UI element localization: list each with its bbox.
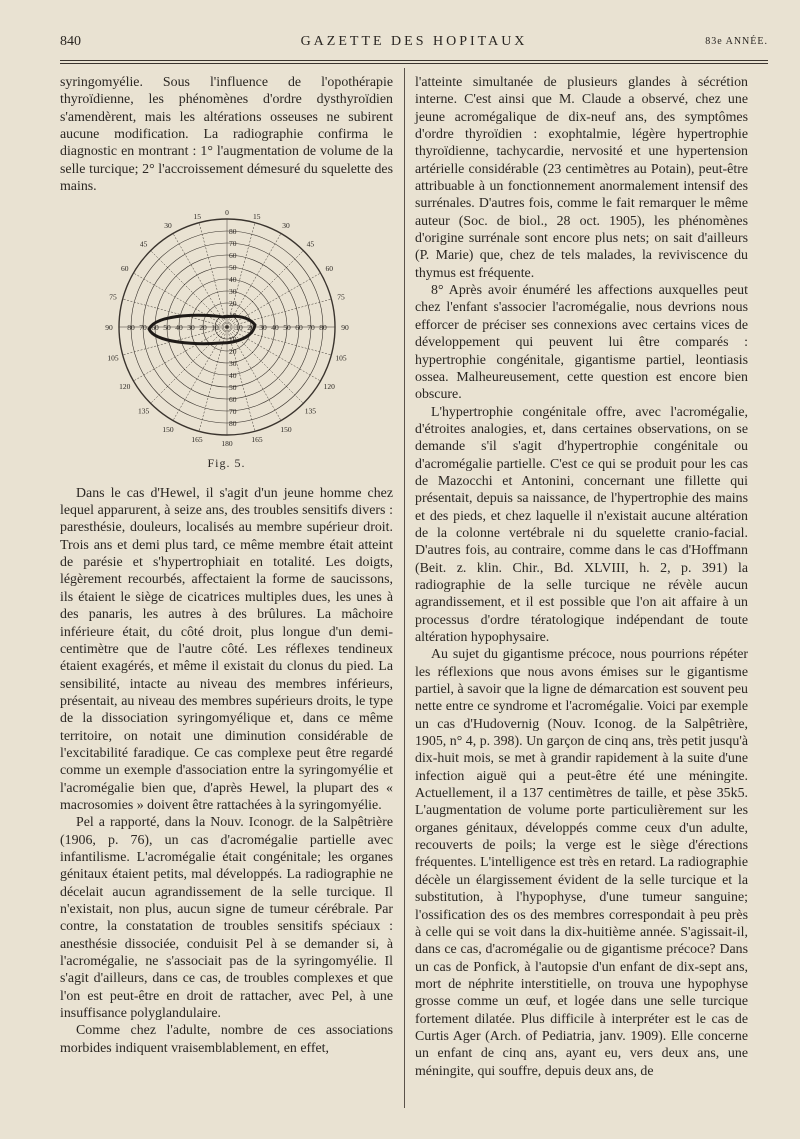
angle-label: 150 bbox=[161, 425, 174, 435]
angle-label: 60 bbox=[120, 264, 129, 274]
angle-label: 0 bbox=[224, 208, 229, 218]
journal-title: GAZETTE DES HOPITAUX bbox=[300, 34, 528, 49]
scale-label: 40 bbox=[228, 371, 236, 381]
angle-label: 90 bbox=[340, 323, 349, 333]
paragraph: Au sujet du gigantisme précoce, nous pourrions répéter les réflexions que nous avons émises sur le gigantisme partiel, à savoir que la ligne de démarcation est souvent peu nette entre ce syndrome et l'acromégalie. Voici par exemple un cas d'Hudovernig (Nouv. Iconog. de la Salpêtrière, 1905, n° 4, p. 398). Un garçon de cinq ans, très petit jusqu'à dix-huit mois, se met à grandir rapidement à la suite d'une infection aiguë qui a peut-être été une méningite. Actuellement, il a 137 centimètres de taille, et pèse 35k5. L'augmentation de volume porte particulièrement sur les organes génitaux, développés comme ceux d'un adulte, recouverts de poils; la verge est le siège d'érections fréquentes. L'intelligence est très en retard. La radiographie décèle un élargissement évident de la selle turcique et la substitution, à l'hypophyse, d'une tumeur sanguine; l'ossification des os des membres correspondait à peu près à celle qui se voit dans la dix-huitième année. S'agissait-il, dans ce cas, d'acromégalie ou de gigantisme précoce? Dans un cas de Ponfick, à l'autopsie d'un enfant de dix-sept ans, mort de néphrite interstitielle, on trouva une hypophyse grosse comme un œuf, et logée dans une selle turcique fortement dilatée. Plus difficile à interpréter est le cas de Curtis Ager (Arch. of Pediatria, janv. 1909). Elle concerne un enfant de cinq ans, ayant eu, vers deux ans, une méningite, qui souffre, depuis deux ans, de bbox=[415, 647, 748, 1079]
radial-line bbox=[227, 327, 303, 403]
volume-year: 83e ANNÉE. bbox=[705, 36, 768, 47]
paragraph: Comme chez l'adulte, nombre de ces associations morbides indiquent vraisemblablement, en effet, bbox=[60, 1023, 393, 1056]
angle-label: 90 bbox=[104, 323, 113, 333]
scale-label: 20 bbox=[198, 323, 207, 333]
scale-label: 60 bbox=[294, 323, 303, 333]
scale-label: 80 bbox=[228, 419, 236, 429]
header-rule-double bbox=[60, 63, 768, 64]
scale-label: 40 bbox=[174, 323, 183, 333]
angle-label: 15 bbox=[252, 212, 261, 222]
scale-label: 50 bbox=[228, 263, 236, 273]
angle-label: 150 bbox=[279, 425, 292, 435]
paragraph: Dans le cas d'Hewel, il s'agit d'un jeune homme chez lequel apparurent, à seize ans, des troubles sensitifs divers : paresthésie, douleurs, localisés au membre supérieur droit. Trois ans et demi plus tard, ce même membre était atteint de parésie et s'hypertrophiait en totalité. Les doigts, légèrement recourbés, affectaient la forme de saucissons, ils étaient le siège de cicatrices multiples dues, les unes à des panaris, les autres à des brûlures. La mâchoire inférieure était, du côté droit, plus longue d'un demi-centimètre que de l'autre côté. Les réflexes tendineux étaient exagérés, et même il existait du clonus du pied. La sensibilité, intacte au niveau des membres inférieurs, présentait, au niveau des membres supérieurs droits, le type de la dissociation syringomyélique et, dans ce même territoire, on notait une diminution considérable de l'excitabilité faradique. Ce cas complexe peut être regardé comme un exemple d'association entre la syringomyélie et l'acromégalie bien que, d'après Hewel, la plupart des « macrosomies » doivent être rattachées à la syringomyélie. bbox=[60, 485, 393, 813]
page-number: 840 bbox=[60, 34, 81, 49]
radial-line bbox=[199, 223, 227, 327]
angle-label: 75 bbox=[336, 292, 345, 302]
scale-label: 60 bbox=[228, 251, 236, 261]
page-header bbox=[60, 34, 768, 54]
angle-label: 135 bbox=[304, 406, 316, 416]
angle-label: 105 bbox=[106, 353, 119, 363]
scale-label: 60 bbox=[228, 395, 236, 405]
angle-label: 45 bbox=[306, 240, 314, 250]
scale-label: 10 bbox=[210, 323, 219, 333]
angle-label: 30 bbox=[281, 221, 290, 231]
scale-label: 10 bbox=[228, 335, 236, 345]
paragraph: l'atteinte simultanée de plusieurs glandes à sécrétion interne. C'est ainsi que M. Claude a observé, chez une jeune acromégalique de dix-neuf ans, des symptômes d'ordre thyroïdien : exophtalmie, légère hypertrophie thyroïdienne, tachycardie, nervosité et une hypertension artérielle considérable (23 centimètres au Potain), peut-être attribuable à un fonctionnement anormalement intensif des surrénales. D'autres fois, comme le fait remarquer le même auteur (Soc. de biol., 28 oct. 1905), les phénomènes d'origine surrénale sont encore plus nets; on sait d'ailleurs (P. Marie) que, chez de tels malades, la reviviscence du thymus est fréquente. bbox=[415, 75, 748, 281]
angle-label: 45 bbox=[139, 240, 147, 250]
scale-label: 80 bbox=[318, 323, 327, 333]
angle-label: 60 bbox=[324, 264, 333, 274]
scale-label: 50 bbox=[162, 323, 171, 333]
right-column bbox=[415, 74, 748, 1080]
perimetry-figure bbox=[60, 202, 393, 472]
angle-label: 135 bbox=[137, 406, 149, 416]
scale-label: 30 bbox=[228, 359, 236, 369]
scale-label: 80 bbox=[228, 227, 236, 237]
angle-label: 165 bbox=[190, 435, 203, 445]
scale-label: 60 bbox=[150, 323, 159, 333]
angle-label: 120 bbox=[118, 382, 130, 392]
scale-label: 40 bbox=[228, 275, 236, 285]
paragraph: syringomyélie. Sous l'influence de l'opothérapie thyroïdienne, les phénomènes d'ordre dysthyroïdien s'amendèrent, mais les altérations osseuses ne subirent aucune modification. La radiographie confirma le diagnostic en montrant : 1° l'augmentation de volume de la selle turcique; 2° l'accroissement démesuré du squelette des mains. bbox=[60, 75, 393, 195]
angle-label: 15 bbox=[192, 212, 201, 222]
scale-label: 30 bbox=[228, 287, 236, 297]
paragraph: L'hypertrophie congénitale offre, avec l'acromégalie, d'étroites analogies, et, dans certaines observations, on se demande s'il s'agit d'hypertrophie congénitale ou d'acromégalie partielle. C'est ce qui se produit pour les cas de Mazocchi et Antonini, concernant une fillette qui présentait, depuis sa naissance, de l'hypertrophie des mains et des pieds, et chez laquelle il n'existait aucune altération de la colonne vertébrale ni du squelette cranio-facial. D'autres fois, au contraire, comme dans le cas d'Hoffmann (Beit. z. klin. Chir., Bd. XLVIII, h. 2, p. 391) la radiographie de la selle turcique ne révèle aucun agrandissement, et il est possible que l'on ait affaire à un processus d'ordre tératologique indépendant de toute altération hypophysaire. bbox=[415, 404, 748, 645]
angle-label: 120 bbox=[323, 382, 335, 392]
visual-field-chart bbox=[97, 202, 357, 452]
header-rule bbox=[60, 60, 768, 61]
scale-label: 10 bbox=[228, 311, 236, 321]
scale-label: 20 bbox=[228, 347, 236, 357]
scale-label: 10 bbox=[234, 323, 243, 333]
scale-label: 70 bbox=[138, 323, 147, 333]
scale-label: 80 bbox=[126, 323, 135, 333]
figure-caption: Fig. 5. bbox=[207, 456, 246, 471]
angle-label: 180 bbox=[220, 439, 233, 449]
paragraph: Pel a rapporté, dans la Nouv. Iconogr. de la Salpêtrière (1906, p. 76), un cas d'acromégalie partielle avec infantilisme. L'acromégalie était congénitale; les organes génitaux étaient petits, mal développés. La radiographie ne décelait aucun agrandissement de la selle turcique. Il n'existait, non plus, aucun signe de tumeur cérébrale. Par contre, la constatation de troubles sensitifs spéciaux : anesthésie dissociée, conduisit Pel à se demander si, à l'acromégalie, ne s'associait pas de la syringomyélie. Il s'agit d'ailleurs, dans ce cas, de troubles complexes et que l'on est peut-être en droit de rattacher, avec Pel, à une insuffisance polyglandulaire. bbox=[60, 815, 393, 1022]
angle-label: 105 bbox=[334, 353, 347, 363]
scale-label: 20 bbox=[228, 299, 236, 309]
scale-label: 40 bbox=[270, 323, 279, 333]
scale-label: 50 bbox=[228, 383, 236, 393]
scale-label: 30 bbox=[186, 323, 195, 333]
column-separator bbox=[404, 68, 405, 1108]
angle-label: 165 bbox=[250, 435, 263, 445]
left-column bbox=[60, 74, 393, 1057]
scale-label: 20 bbox=[246, 323, 255, 333]
scale-label: 70 bbox=[228, 239, 236, 249]
scale-label: 70 bbox=[228, 407, 236, 417]
scale-label: 70 bbox=[306, 323, 315, 333]
angle-label: 75 bbox=[108, 292, 117, 302]
scale-label: 30 bbox=[258, 323, 267, 333]
scale-label: 50 bbox=[282, 323, 291, 333]
angle-label: 30 bbox=[163, 221, 172, 231]
paragraph: 8° Après avoir énuméré les affections auxquelles peut chez l'enfant s'associer l'acromégalie, nous devrions nous efforcer de préciser ses connexions avec certains vices de développement qui peuvent lui être comparés : hypertrophie congénitale, gigantisme partiel, leontiasis ossea. Malheureusement, cette question est encore bien obscure. bbox=[415, 283, 748, 403]
